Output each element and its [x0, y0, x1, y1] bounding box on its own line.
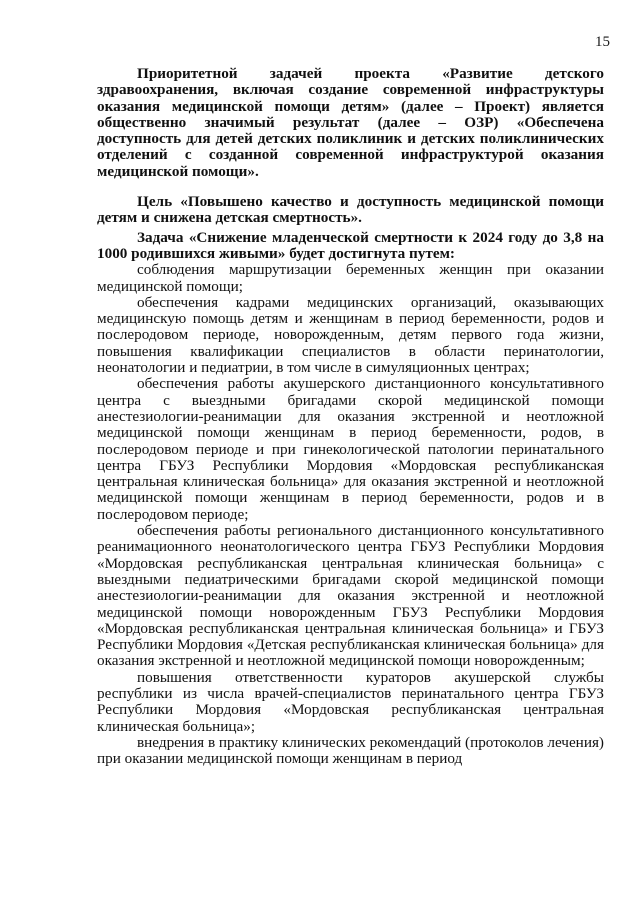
document-body — [97, 66, 604, 767]
paragraph-goal: Цель «Повышено качество и доступность медицинской помощи детям и снижена детская смертность». — [97, 193, 604, 227]
paragraph-priority-goal: Приоритетной задачей проекта «Развитие детского здравоохранения, включая создание современной инфраструктуры оказания медицинской помощи детям» (далее – Проект) является общественно значимый результат (далее – ОЗР) «Обеспечена доступность для детей детских поликлиник и детских поликлинических отделений с созданной современной инфраструктурой оказания медицинской помощи». — [97, 65, 604, 180]
paragraph-item: обеспечения работы регионального дистанционного консультативного реанимационного неонатологического центра ГБУЗ Республики Мордовия «Мордовская республиканская центральная клиническая больница» с выездными педиатрическими бригадами скорой медицинской помощи анестезиологии-реанимации для оказания экстренной и неотложной медицинской помощи новорожденным ГБУЗ Республики Мордовия «Мордовская республиканская центральная клиническая больница» и ГБУЗ Республики Мордовия «Детская республиканская клиническая больница» для оказания экстренной и неотложной медицинской помощи новорожденным; — [97, 522, 604, 670]
page-number: 15 — [595, 34, 610, 50]
paragraph-task: Задача «Снижение младенческой смертности к 2024 году до 3,8 на 1000 родившихся живыми» будет достигнута путем: — [97, 228, 604, 262]
paragraph-item: внедрения в практику клинических рекомендаций (протоколов лечения) при оказании медицинской помощи женщинам в период — [97, 733, 604, 768]
paragraph-item: обеспечения кадрами медицинских организаций, оказывающих медицинскую помощь детям и женщинам в период беременности, родов и послеродовом периоде, новорожденным, детям первого года жизни, повышения квалификации специалистов в области перинатологии, неонатологии и педиатрии, в том числе в симуляционных центрах; — [97, 293, 604, 377]
paragraph-item: соблюдения маршрутизации беременных женщин при оказании медицинской помощи; — [97, 261, 604, 295]
paragraph-item: повышения ответственности кураторов акушерской службы республики из числа врачей-специалистов перинатального центра ГБУЗ Республики Мордовия «Мордовская республиканская центральная клиническая больница»; — [97, 668, 604, 735]
paragraph-item: обеспечения работы акушерского дистанционного консультативного центра с выездными бригадами скорой медицинской помощи анестезиологии-реанимации для оказания экстренной и неотложной медицинской помощи женщинам в период беременности, родов, в послеродовом периоде и при гинекологической патологии перинатального центра ГБУЗ Республики Мордовия «Мордовская республиканская центральная клиническая больница» для оказания экстренной и неотложной медицинской помощи женщинам в период беременности, родов и в послеродовом периоде; — [97, 375, 604, 523]
